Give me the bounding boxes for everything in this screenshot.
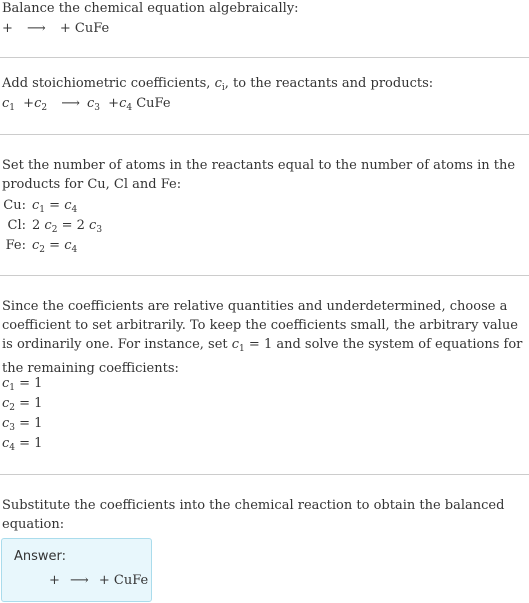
answer-label: Answer:	[14, 549, 67, 564]
divider	[0, 474, 529, 475]
coefficient-c2: $c_2$	[34, 96, 48, 113]
plus-sign: +	[23, 96, 35, 111]
divider	[0, 57, 529, 58]
plus-sign: +	[98, 573, 110, 588]
coefficient-c1: $c_1$	[2, 96, 16, 113]
balance-equation: $c_2 = c_4$	[32, 238, 78, 255]
solution-c3: $c_3 = 1$	[2, 416, 43, 433]
heading-text: , to the reactants and products:	[224, 76, 434, 91]
coefficient-c3: $c_3$	[87, 96, 101, 113]
step1-heading: Balance the chemical equation algebraically:	[2, 1, 299, 16]
balanced-equation	[49, 573, 148, 588]
solution-c4: $c_4 = 1$	[2, 436, 43, 453]
product-formula: CuFe	[136, 96, 171, 111]
step2-heading	[2, 76, 433, 93]
coefficient-c4: $c_4$	[119, 96, 133, 113]
plus-sign: +	[2, 21, 13, 36]
element-label: Fe:	[5, 238, 26, 253]
step2-equation	[2, 96, 171, 113]
reaction-arrow: ⟶	[61, 96, 80, 111]
element-label: Cl:	[7, 218, 26, 233]
balance-equation: 2 $c_2 = 2$ $c_3$	[32, 218, 103, 235]
product-formula: CuFe	[113, 573, 149, 588]
element-label: Cu:	[3, 198, 26, 213]
answer-box	[1, 538, 152, 602]
product-formula: CuFe	[74, 21, 110, 36]
step3-text: Set the number of atoms in the reactants equal to the number of atoms in the products for Cu, Cl and Fe:	[2, 158, 516, 192]
reaction-arrow: ⟶	[27, 21, 46, 36]
heading-text: Add stoichiometric coefficients,	[2, 76, 215, 91]
reaction-arrow: ⟶	[70, 573, 89, 588]
plus-sign: +	[59, 21, 71, 36]
solution-c1: $c_1 = 1$	[2, 376, 43, 393]
step4-text: Since the coefficients are relative quantities and underdetermined, choose a coefficient to set arbitrarily. To keep the coefficients small, the arbitrary value is ordinarily one. For instance, set $c_1 = 1$ and solve the system of equations for the remaining coefficients:	[2, 299, 523, 376]
balance-equation: $c_1 = c_4$	[32, 198, 78, 215]
step1-equation	[2, 21, 109, 36]
plus-sign: +	[108, 96, 120, 111]
solution-c2: $c_2 = 1$	[2, 396, 43, 413]
divider	[0, 275, 529, 276]
plus-sign: +	[49, 573, 60, 588]
coefficient-variable: $c_i$	[214, 76, 225, 93]
divider	[0, 134, 529, 135]
step5-text: Substitute the coefficients into the chemical reaction to obtain the balanced equation:	[2, 498, 505, 532]
